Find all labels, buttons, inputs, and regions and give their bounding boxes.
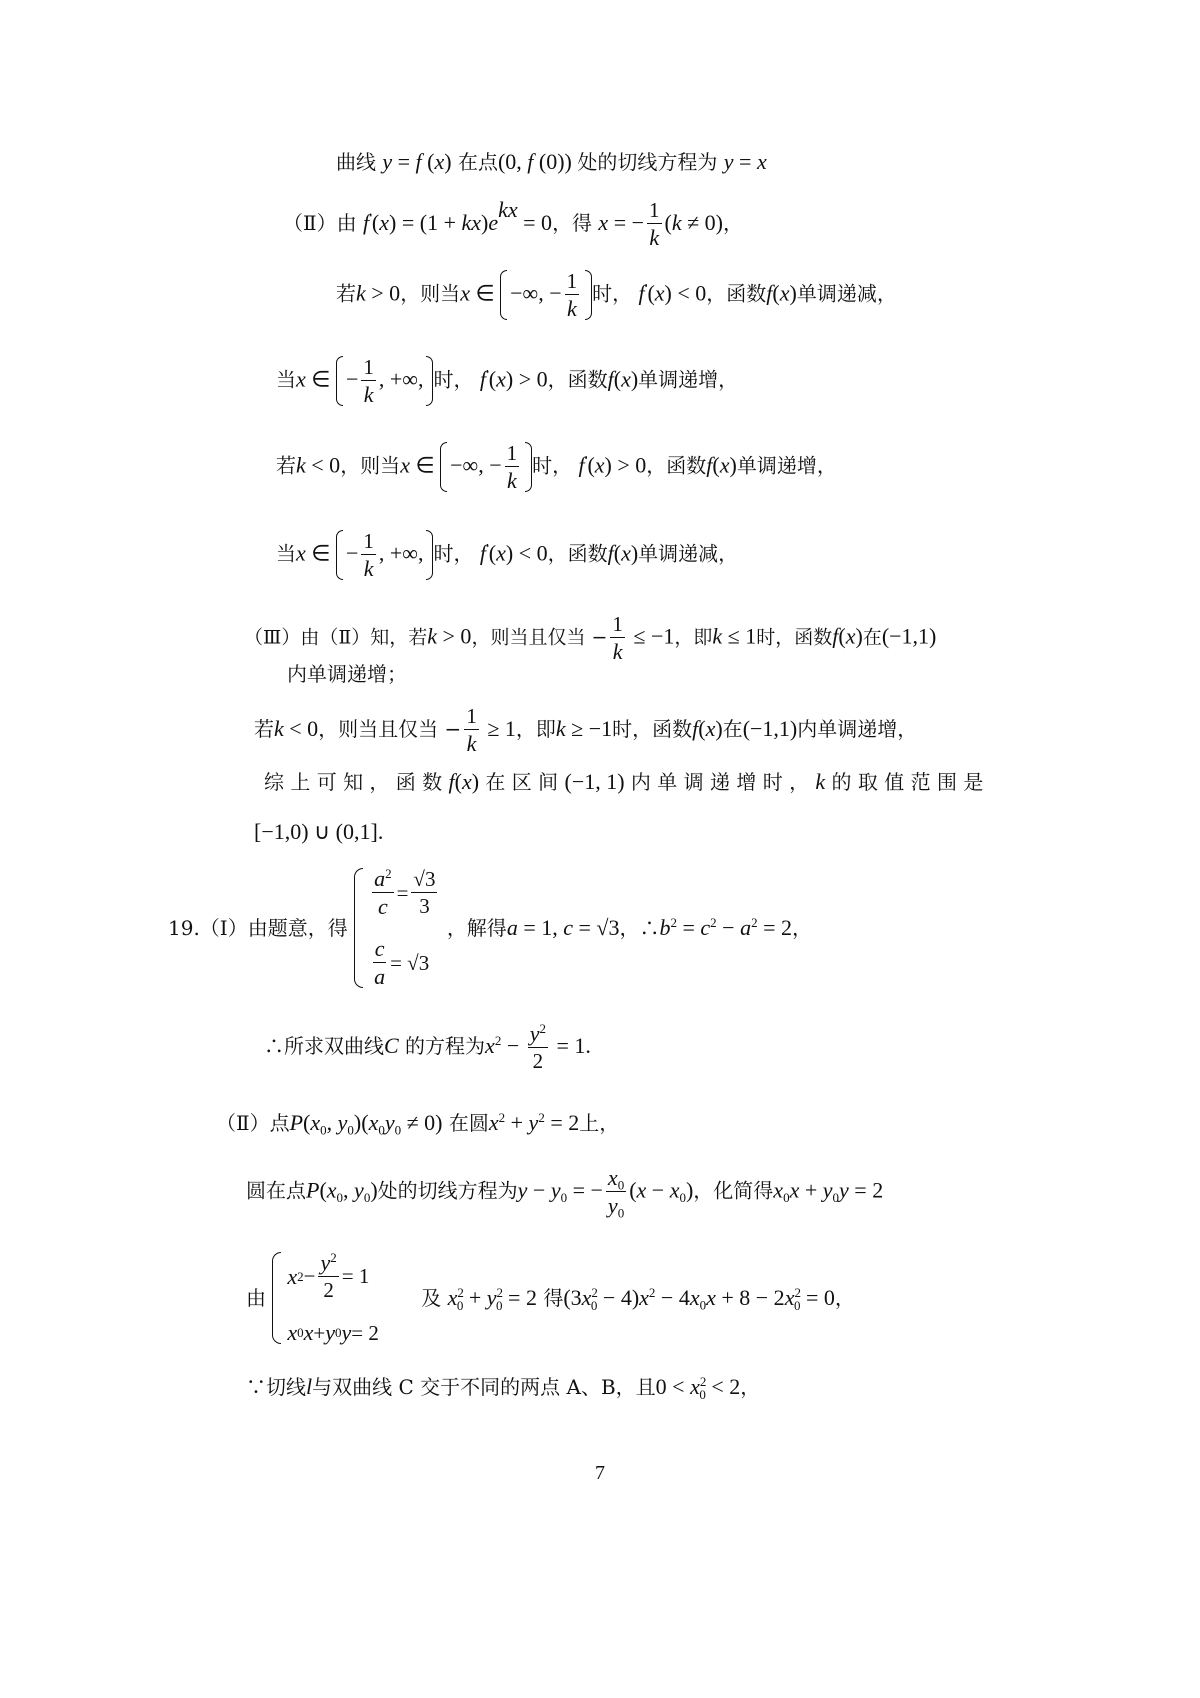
- fraction: $\frac{x_0}{y_0}$: [607, 1165, 625, 1221]
- line-circle-tangent: 圆在点$P(x_0$, $y_0$)处的切线方程为$y - y_0$ = − $\frac{x_0}{y_0}$ $(x - x_0)$，化简得$x_0x + y_0y = 2$: [246, 1165, 884, 1221]
- line-tangent-result: 曲线 y = f (x) 在点(0, f (0)) 处的切线方程为 y = x: [336, 149, 767, 174]
- line-range-result: [−1,0) ∪ (0,1].: [254, 819, 384, 844]
- fraction: $\frac{1}{k}$: [612, 612, 623, 664]
- fraction: $\frac{1}{k}$: [506, 440, 518, 493]
- equation-system: $\frac{a^2}{c}$ = $\frac{√3}{3}$ $\frac{c}{a}$ = √3: [354, 868, 440, 988]
- fraction: $\frac{1}{k}$: [466, 704, 477, 756]
- fraction: $\frac{1}{k}$: [649, 198, 660, 250]
- line-tangent-intersects: ∵切线l与双曲线 C 交于不同的两点 A、B，且$0 < x^2_0 < 2$，: [246, 1374, 761, 1402]
- line-k-negative-decreasing: 当x ∈ − $\frac{1}{k}$ , +∞, 时， f′(x) < 0，函数f(x)单调递减，: [276, 528, 739, 581]
- line-increasing-within: 内单调递增；: [287, 662, 407, 686]
- line-part2-derivative: （Ⅱ）由 $f'(x) = (1 + kx)e^{kx} = 0$，得 x = − $\frac{1}{k}$ (k ≠ 0)，: [283, 196, 744, 250]
- line-k-negative-increasing: 若k < 0，则当x ∈ −∞, − $\frac{1}{k}$ 时， f′(x) > 0，函数f(x)单调递增，: [276, 440, 837, 493]
- page-number: 7: [595, 1462, 605, 1484]
- line-k-positive-increasing: 当x ∈ − $\frac{1}{k}$ , +∞, 时， f′(x) > 0，函数f(x)单调递增，: [276, 354, 739, 407]
- line-k-positive-decreasing: 若k > 0，则当x ∈ −∞, − $\frac{1}{k}$ 时， f′(x) < 0，函数f(x)单调递减，: [336, 268, 897, 321]
- line-part2-point: （Ⅱ）点$P(x_0$, $y_0)(x_0y_0 \ne 0)$ 在圆$x^2 + y^2 = 2$上，: [216, 1110, 620, 1138]
- fraction: $\frac{1}{k}$: [363, 528, 374, 581]
- equation-system: x 2 − $\frac{y^2}{2}$ = 1 x 0 x + y 0 y = 2: [272, 1252, 379, 1344]
- fraction: $\frac{1}{k}$: [566, 268, 578, 321]
- line-part3-k-positive: （Ⅲ）由（Ⅱ）知，若k > 0，则当且仅当 − $\frac{1}{k}$ ≤ −1，即k ≤ 1时，函数f(x)在(−1,1): [244, 612, 937, 664]
- line-part3-k-negative: 若k < 0，则当且仅当 − $\frac{1}{k}$ ≥ 1，即k ≥ −1时，函数f(x)在(−1,1)内单调递增，: [254, 704, 918, 756]
- line-hyperbola-equation: ∴所求双曲线C 的方程为$x^2$ − $\frac{y^2}{2}$ = 1.: [264, 1021, 591, 1073]
- line-q19-part1: 19.（Ⅰ）由题意，得 $\frac{a^2}{c}$ = $\frac{√3}{3}$ $\frac{c}{a}$ = √3 ，解得a = 1, c = √3，$\therefore b^2 = c^2 - a^2 = 2$，: [168, 866, 813, 989]
- line-conclusion: 综 上 可 知 ， 函 数 f(x) 在 区 间 (−1, 1) 内 单 调 递 增 时 ， k 的 取 值 范 围 是: [264, 769, 984, 794]
- fraction: $\frac{y^2}{2}$: [529, 1021, 546, 1073]
- line-system-substitution: 由 x 2 − $\frac{y^2}{2}$ = 1 x 0 x + y 0 y = 2 及 $x^2_0 + y^2_0 = 2$ 得$(3x^2_0 - 4)x^2 - 4x_0x + 8 - 2x^2_0 = 0$，: [246, 1250, 855, 1345]
- fraction: $\frac{1}{k}$: [363, 354, 374, 407]
